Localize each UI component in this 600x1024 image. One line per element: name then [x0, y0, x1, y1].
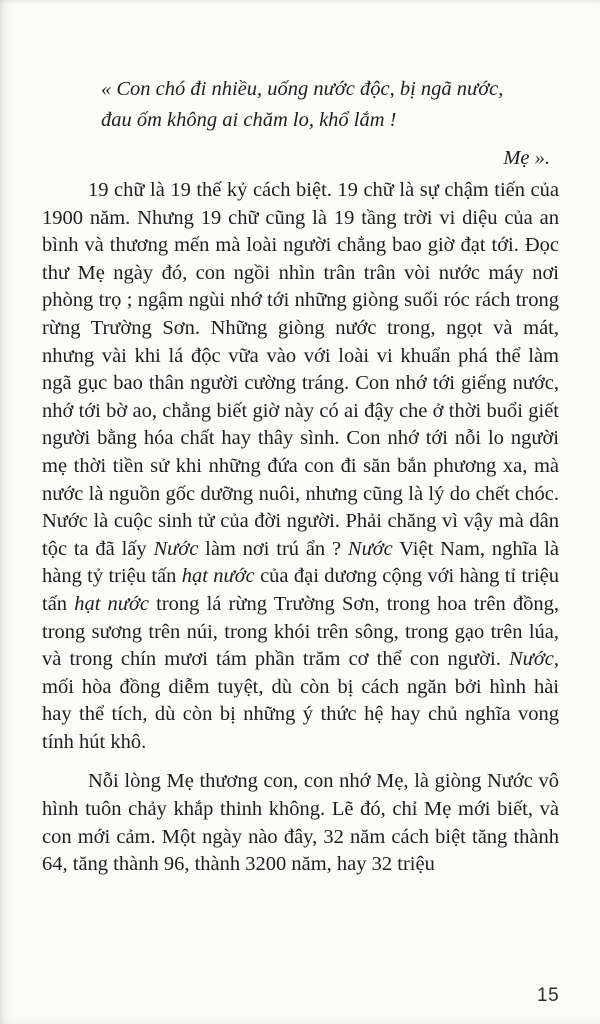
letter-quote-block: [101, 74, 560, 174]
text-run: Nỗi lòng Mẹ thương con, con nhớ Mẹ, là giòng Nước vô hình tuôn chảy khắp thinh không. Lẽ đó, chỉ Mẹ mới biết, và con mới cảm. Một ngày nào đây, 32 năm cách biệt tăng thành 64, tăng thành 96, thành 3200 năm, hay 32 triệu: [42, 770, 559, 876]
italic-phrase: hạt nước: [74, 592, 150, 615]
paragraph: [42, 177, 559, 756]
paragraph: [42, 768, 559, 878]
text-run: làm nơi trú ẩn ?: [198, 537, 348, 560]
text-run: Việt Nam, nghĩa là hàng tỷ triệu tấn: [42, 537, 559, 588]
text-run: trong lá rừng Trường Sơn, trong hoa trên đồng, trong sương trên núi, trong khói trên sông, trong gạo trên lúa, và trong chín mươi tám phần trăm cơ thể con người.: [42, 592, 560, 671]
italic-phrase: Nước: [347, 537, 393, 560]
italic-phrase: hạt nước: [181, 565, 255, 588]
italic-phrase: Nước: [508, 648, 554, 671]
body-text: [42, 177, 559, 879]
quote-attribution: Mẹ ».: [503, 147, 550, 169]
italic-phrase: Nước: [153, 537, 199, 560]
text-run: của đại dương cộng với hàng tỉ triệu tấn: [42, 565, 560, 615]
page-number: 15: [537, 985, 560, 1006]
text-run: 19 chữ là 19 thế kỷ cách biệt. 19 chữ là sự chậm tiến của 1900 năm. Nhưng 19 chữ cũng là 19 tầng trời vi diệu của an bình và thương mến mà loài người chẳng bao giờ đạt tới. Đọc thư Mẹ ngày đó, con ngồi nhìn trân trân vòi nước máy nơi phòng trọ ; ngậm ngùi nhớ tới những giòng suối róc rách trong rừng Trường Sơn. Những giòng nước trong, ngọt và mát, nhưng vài khi lá độc vữa vào với loài vi khuẩn phá thể làm ngã gục bao thân người cường tráng. Con nhớ tới giếng nước, nhớ tới bờ ao, chẳng biết giờ này có ai đậy che ở thời buổi giết người bằng hóa chất hay thây sình. Con nhớ tới nỗi lo người mẹ thời tiền sử khi những đứa con đi săn bắn phương xa, mà nước là nguồn gốc dưỡng nuôi, nhưng cũng là lý do chết chóc. Nước là cuộc sinh tử của đời người. Phải chăng vì vậy mà dân tộc ta đã lấy: [42, 179, 559, 560]
quote-text: « Con chó đi nhiều, uống nước độc, bị ngã nước, đau ốm không ai chăm lo, khổ lắm !: [101, 78, 504, 131]
text-run: , mối hòa đồng diễm tuyệt, dù còn bị cách ngăn bởi hình hài hay thể tích, dù còn bị những ý thức hệ hay chủ nghĩa vong tính hút khô.: [42, 648, 559, 753]
